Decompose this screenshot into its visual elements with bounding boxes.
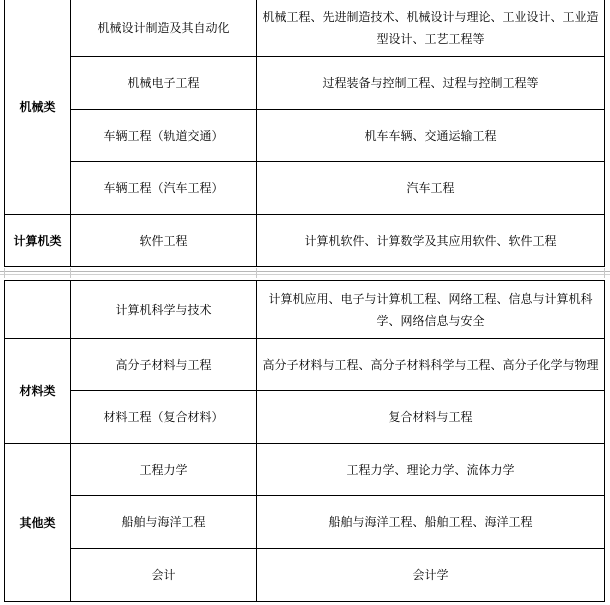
table-row (5, 57, 605, 110)
table-row (5, 391, 605, 444)
category-cell-empty (5, 281, 71, 339)
related-majors-cell: 高分子材料与工程、高分子材料科学与工程、高分子化学与物理 (257, 339, 605, 391)
related-majors-cell: 会计学 (257, 549, 605, 602)
major-table-part-2 (4, 280, 605, 602)
divider (256, 268, 257, 278)
table-row (5, 281, 605, 339)
table-row (5, 496, 605, 549)
major-cell: 材料工程（复合材料） (71, 391, 257, 444)
related-majors-cell: 复合材料与工程 (257, 391, 605, 444)
related-majors-cell: 计算机应用、电子与计算机工程、网络工程、信息与计算机科学、网络信息与安全 (257, 281, 605, 339)
divider (70, 268, 71, 278)
table-row (5, 549, 605, 602)
table-row (5, 110, 605, 162)
category-cell: 其他类 (5, 444, 71, 602)
major-cell: 车辆工程（汽车工程） (71, 162, 257, 215)
table-row (5, 215, 605, 267)
table-row (5, 339, 605, 391)
related-majors-cell: 汽车工程 (257, 162, 605, 215)
major-cell: 车辆工程（轨道交通） (71, 110, 257, 162)
category-cell: 机械类 (5, 0, 71, 215)
divider (4, 268, 5, 278)
related-majors-cell: 计算机软件、计算数学及其应用软件、软件工程 (257, 215, 605, 267)
related-majors-cell: 机械工程、先进制造技术、机械设计与理论、工业设计、工业造型设计、工艺工程等 (257, 0, 605, 57)
table-row (5, 0, 605, 57)
major-cell: 机械电子工程 (71, 57, 257, 110)
major-table-part-1 (4, 0, 605, 267)
major-cell: 计算机科学与技术 (71, 281, 257, 339)
major-cell: 软件工程 (71, 215, 257, 267)
major-cell: 工程力学 (71, 444, 257, 496)
related-majors-cell: 工程力学、理论力学、流体力学 (257, 444, 605, 496)
divider (0, 271, 610, 272)
major-cell: 高分子材料与工程 (71, 339, 257, 391)
table-row (5, 162, 605, 215)
category-cell: 材料类 (5, 339, 71, 444)
related-majors-cell: 船舶与海洋工程、船舶工程、海洋工程 (257, 496, 605, 549)
category-cell: 计算机类 (5, 215, 71, 267)
page-break-separator (0, 268, 610, 280)
divider (604, 268, 605, 278)
related-majors-cell: 机车车辆、交通运输工程 (257, 110, 605, 162)
major-cell: 机械设计制造及其自动化 (71, 0, 257, 57)
table-row (5, 444, 605, 496)
major-cell: 船舶与海洋工程 (71, 496, 257, 549)
divider (0, 274, 610, 275)
related-majors-cell: 过程装备与控制工程、过程与控制工程等 (257, 57, 605, 110)
major-cell: 会计 (71, 549, 257, 602)
